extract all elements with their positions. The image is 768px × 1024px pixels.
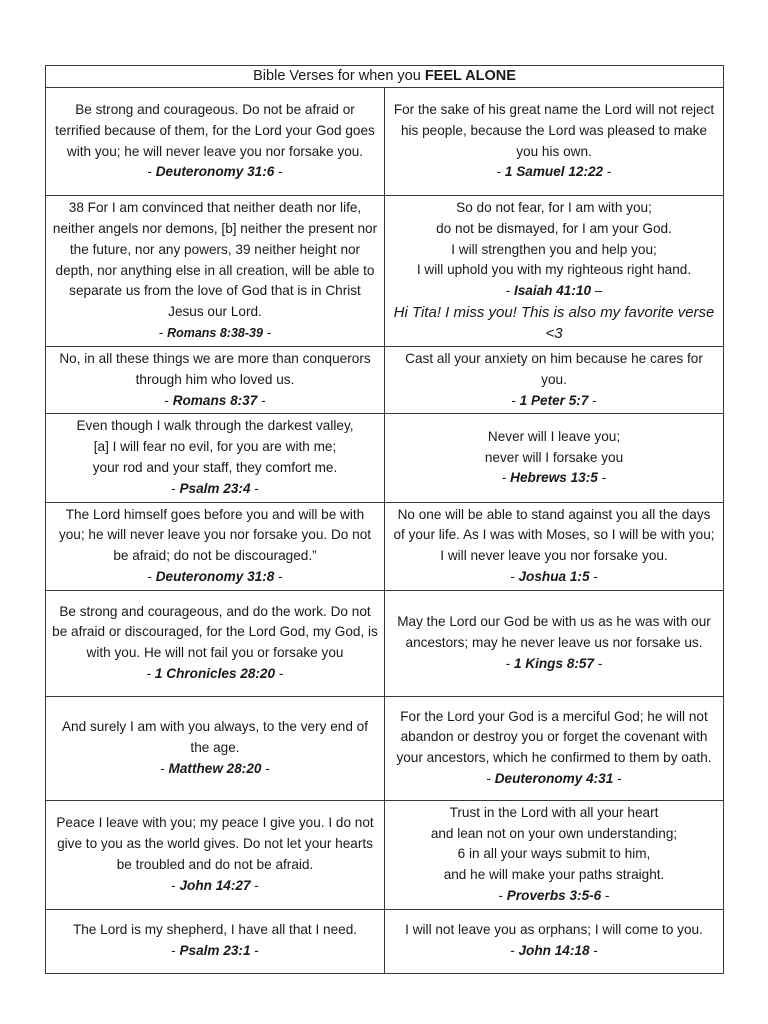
title-row [46,66,724,88]
reference-dash: - [164,392,173,408]
verse-reference: 1 Peter 5:7 [519,392,589,408]
verse-reference-line [391,769,717,790]
verse-text: I will not leave you as orphans; I will come to you. [405,922,703,938]
reference-dash: - [510,943,519,959]
reference-dash: - [505,655,514,671]
reference-dash: - [171,943,180,959]
reference-dash: - [511,392,520,408]
verse-text: The Lord is my shepherd, I have all that I need. [72,922,358,938]
reference-dash: - [171,877,180,893]
verse-row [46,909,724,973]
verse-text: And surely I am with you always, to the very end of the age. [61,719,368,755]
verse-text: For the sake of his great name the Lord will not reject his people, because the Lord was pleased to make you his own. [393,101,715,159]
reference-dash: - [601,887,610,903]
reference-dash: - [613,771,622,787]
verse-reference: John 14:18 [518,943,590,959]
reference-dash: - [147,164,156,180]
reference-dash: - [250,480,259,496]
verse-reference-line [52,759,378,780]
verse-cell-left [46,196,385,347]
verse-cell-right [385,909,724,973]
verse-reference: Deuteronomy 4:31 [494,771,614,787]
verse-text: Even though I walk through the darkest valley, [a] I will fear no evil, for you are with me; your rod and your staff, they comfort me. [76,418,354,475]
verse-cell-left [46,88,385,196]
verse-reference: Romans 8:37 [172,392,258,408]
verse-cell-right [385,502,724,590]
verse-reference-line [391,941,717,962]
verse-reference-line [52,664,378,685]
reference-dash: - [261,760,270,776]
reference-dash: - [250,877,259,893]
verses-sheet [45,65,723,974]
verse-reference: Psalm 23:4 [179,480,251,496]
verse-text: Peace I leave with you; my peace I give you. I do not give to you as the world gives. Do not let your hearts be troubled and do not be afraid. [56,815,374,872]
verse-reference-line [391,468,717,489]
verse-cell-left [46,800,385,909]
reference-dash: - [594,655,603,671]
verse-text: Never will I leave you; never will I forsake you [484,428,624,465]
verse-reference-line [52,391,378,412]
verse-reference-line [391,567,717,588]
verse-reference-line [391,654,717,675]
verse-cell-right [385,88,724,196]
verse-cell-right [385,346,724,413]
verse-reference: Matthew 28:20 [168,760,262,776]
verse-reference-line [391,281,717,302]
reference-dash: - [498,887,507,903]
verse-row [46,590,724,696]
verse-row [46,88,724,196]
reference-dash: - [147,568,156,584]
verse-cell-left [46,909,385,973]
verse-reference-line [391,162,717,183]
verse-cell-left [46,414,385,502]
verse-reference-line [52,162,378,183]
verse-row [46,414,724,502]
verse-text: Be strong and courageous. Do not be afraid or terrified because of them, for the Lord your God goes with you; he will never leave you nor forsake you. [55,101,375,159]
verse-text: May the Lord our God be with us as he was with our ancestors; may he never leave us nor forsake us. [397,614,711,650]
personal-note: Hi Tita! I miss you! This is also my favorite verse <3 [393,303,715,342]
verse-text: No one will be able to stand against you all the days of your life. As I was with Moses, so I will be with you; I will never leave you nor forsake you. [393,506,715,564]
reference-dash: - [597,470,607,486]
verse-text: Trust in the Lord with all your heart and lean not on your own understanding; 6 in all your ways submit to him, and he will make your paths straight. [430,804,678,883]
verse-text: For the Lord your God is a merciful God; he will not abandon or destroy you or forget the covenant with your ancestors, which he confirmed to them by oath. [396,708,712,766]
reference-dash: - [501,470,511,486]
verse-reference: Deuteronomy 31:8 [155,568,275,584]
reference-dash: - [589,943,598,959]
verse-reference: Deuteronomy 31:6 [155,164,275,180]
verse-cell-left [46,696,385,800]
reference-dash: - [603,164,612,180]
verse-cell-right [385,414,724,502]
verse-text: Be strong and courageous, and do the work. Do not be afraid or discouraged, for the Lord God, my God, is with you. He will not fail you or forsake you [52,603,378,661]
reference-dash: - [505,283,514,299]
verse-text: So do not fear, for I am with you; do not be dismayed, for I am your God. I will strengthen you and help you; I will uphold you with my righteous right hand. [416,200,692,278]
reference-dash: - [146,666,155,682]
reference-dash: - [588,392,597,408]
verse-reference: Isaiah 41:10 [513,283,592,299]
verse-cell-left [46,346,385,413]
reference-dash: - [589,568,598,584]
verse-reference: Proverbs 3:5-6 [506,887,602,903]
verse-reference-line [52,479,378,500]
verse-reference: 1 Samuel 12:22 [504,164,604,180]
verse-row [46,696,724,800]
verse-reference: 1 Kings 8:57 [513,655,595,671]
reference-dash: - [171,480,180,496]
reference-dash: - [160,760,169,776]
reference-dash: - [496,164,505,180]
verse-reference: John 14:27 [179,877,251,893]
verse-text: 38 For I am convinced that neither death nor life, neither angels nor demons, [b] neither the present nor the future, nor any powers, 39 neither height nor depth, nor anything else in all creation, will be able to separate us from the love of God that is in Christ Jesus our Lord. [52,200,378,320]
verse-row [46,502,724,590]
page-title: Bible Verses for when you FEEL ALONE [46,66,724,88]
verse-cell-left [46,590,385,696]
verse-reference-line [391,391,717,412]
verse-cell-right [385,696,724,800]
title-emphasis: FEEL ALONE [424,68,516,84]
verse-cell-right [385,590,724,696]
reference-dash: - [262,324,272,340]
verse-row [46,800,724,909]
verse-reference-line [52,323,378,344]
verse-reference-line [52,941,378,962]
verse-reference: Joshua 1:5 [518,568,590,584]
verses-table [45,65,724,974]
reference-dash: - [158,324,168,340]
verse-reference-line [52,876,378,897]
reference-dash: - [510,568,519,584]
verse-reference: Romans 8:38-39 [167,325,263,340]
reference-dash: - [274,164,283,180]
verse-reference-line [52,567,378,588]
verse-text: Cast all your anxiety on him because he cares for you. [405,350,703,387]
reference-dash: - [250,943,259,959]
verse-reference: 1 Chronicles 28:20 [154,666,276,682]
reference-dash: - [486,771,495,787]
verse-text: No, in all these things we are more than conquerors through him who loved us. [59,350,371,387]
verse-row [46,196,724,347]
verse-cell-right [385,800,724,909]
reference-dash: - [274,568,283,584]
verse-cell-left [46,502,385,590]
verse-reference: Hebrews 13:5 [510,470,598,486]
verse-row [46,346,724,413]
verse-reference-line [391,886,717,907]
reference-dash: – [591,283,603,299]
verse-reference: Psalm 23:1 [179,943,251,959]
reference-dash: - [275,666,284,682]
verse-text: The Lord himself goes before you and will be with you; he will never leave you nor forsake you. Do not be afraid; do not be discouraged.” [58,506,372,564]
reference-dash: - [257,392,266,408]
verse-cell-right [385,196,724,347]
